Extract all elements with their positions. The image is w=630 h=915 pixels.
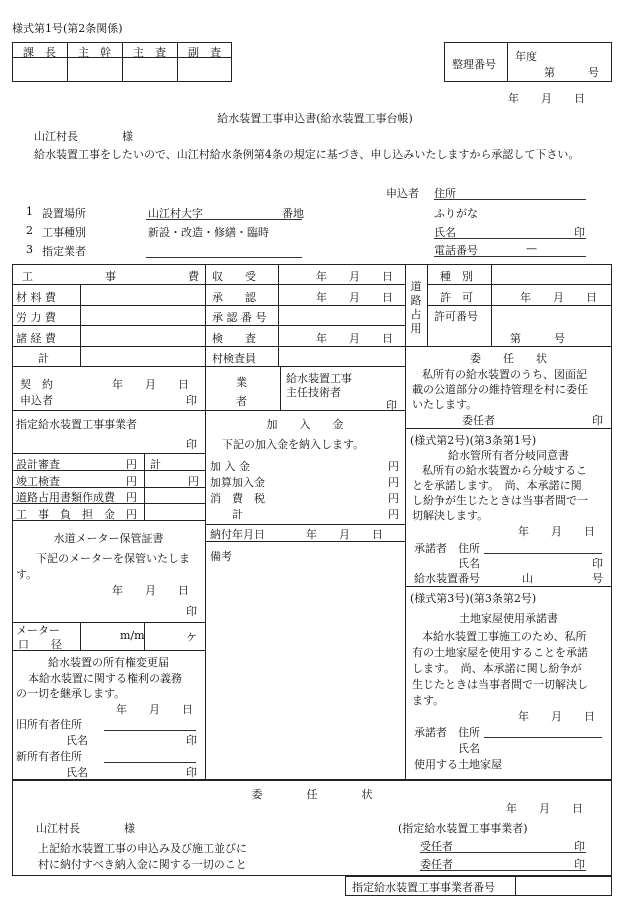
intro-text: 給水装置工事をしたいので、山江村給水条例第4条の規定に基づき、申し込みいたしますから承認して下さい。 xyxy=(34,148,580,161)
cost-header-1: 工 xyxy=(22,270,33,283)
road-vertical-label: 道路占用 xyxy=(410,280,422,335)
item-value-1: 山江村大字 xyxy=(148,207,203,220)
ininjo1-title: 委 任 状 xyxy=(470,352,547,365)
approval-col-kacho: 課 長 xyxy=(23,46,56,59)
road-dai-go: 第 号 xyxy=(510,332,565,345)
transfer-title: 給水装置の所有権変更届 xyxy=(48,656,169,669)
bunki-seal: 印 xyxy=(592,557,603,570)
applicant-phone-dash: — xyxy=(526,242,537,255)
item-label-1: 設置場所 xyxy=(42,207,86,220)
bunki-address: 住所 xyxy=(458,542,480,555)
applicant-phone-label: 電話番号 xyxy=(434,244,478,257)
ininjo2-date: 年 月 日 xyxy=(506,802,583,815)
gyosha-seal: 印 xyxy=(386,399,397,412)
receipt-shuju: 収 受 xyxy=(212,270,256,283)
fee-futan-unit: 円 xyxy=(126,508,137,521)
kanyu-kasan-unit: 円 xyxy=(388,476,399,489)
bunki-go: 号 xyxy=(592,572,603,585)
bunki-body-2: とを承諾します。 尚、本承諾に関 xyxy=(412,479,582,492)
item-no-2: 2 xyxy=(26,224,33,237)
transfer-old-seal: 印 xyxy=(186,734,197,747)
bunki-yama: 山 xyxy=(522,572,533,585)
ininjo1-body-2: 載の公道部分の維持管理を村に委任 xyxy=(412,383,588,396)
fee-doro-unit: 円 xyxy=(126,491,137,504)
item-value-2: 新設・改造・修繕・臨時 xyxy=(148,226,269,239)
cost-header-2: 事 xyxy=(105,270,116,283)
fee-sekkei-unit: 円 xyxy=(126,458,137,471)
tochi-place: 使用する土地家屋 xyxy=(414,758,502,771)
receipt-kensa: 検 査 xyxy=(212,332,256,345)
ininjo1-body-3: いたします。 xyxy=(412,398,478,411)
contract-seal: 印 xyxy=(186,394,197,407)
ininjo1-signer: 委任者 xyxy=(462,414,495,427)
gyosha-line1: 給水装置工事 xyxy=(286,372,352,385)
transfer-old-name: 氏名 xyxy=(66,734,88,747)
item-suffix-1: 番地 xyxy=(282,207,304,220)
applicant-name-label: 氏名 xyxy=(434,226,456,239)
transfer-new-label: 新所有者住所 xyxy=(16,750,82,763)
approval-col-shusa: 主 査 xyxy=(133,46,166,59)
contract-label: 契 約 xyxy=(20,378,53,391)
tochi-title: 土地家屋使用承諾書 xyxy=(459,612,558,625)
transfer-new-seal: 印 xyxy=(186,766,197,779)
tochi-body-1: 本給水装置工事施工のため、私所 xyxy=(422,630,587,643)
ininjo2-company: (指定給水装置工事事業者) xyxy=(398,822,528,835)
meter-unit-mm: m/m xyxy=(120,629,145,642)
transfer-date: 年 月 日 xyxy=(116,703,193,716)
ininjo2-addressee: 山江村長 様 xyxy=(36,822,135,835)
fee-doro: 道路占用書類作成費 xyxy=(16,491,115,504)
bunki-title: 給水管所有者分岐同意書 xyxy=(448,449,569,462)
applicant-address-label: 住所 xyxy=(434,187,456,200)
fee-shunko: 竣工検査 xyxy=(16,475,60,488)
kanyu-kanyukin-unit: 円 xyxy=(388,460,399,473)
road-kyoka: 許 可 xyxy=(440,291,473,304)
cost-row-roryoku: 労 力 費 xyxy=(16,311,56,324)
approval-col-fukusa: 副 査 xyxy=(188,46,221,59)
gyosha-v2: 者 xyxy=(236,395,247,408)
bunki-shodaku: 承諾者 xyxy=(414,542,447,555)
item-no-3: 3 xyxy=(26,243,33,256)
footer-label: 指定給水装置工事事業者番号 xyxy=(352,881,495,894)
fee-sekkei: 設計審査 xyxy=(16,458,60,471)
tochi-address: 住所 xyxy=(458,726,480,739)
bunki-form-line: (様式第2号)(第3条第1号) xyxy=(410,434,537,447)
seiri-label: 整理番号 xyxy=(452,58,496,71)
nofu-label: 納付年月日 xyxy=(210,528,265,541)
ininjo2-body-1: 上記給水装置工事の申込み及び施工並びに xyxy=(38,842,247,855)
kanyu-kei-unit: 円 xyxy=(388,508,399,521)
receipt-kensa-date-value: 年 月 日 xyxy=(316,332,393,345)
header-date: 年 月 日 xyxy=(508,92,585,105)
receipt-shuju-date: 年 月 日 xyxy=(316,270,393,283)
bunki-name: 氏名 xyxy=(458,557,480,570)
form-number: 様式第1号(第2条関係) xyxy=(12,22,123,35)
cost-row-shokeihi: 諸 経 費 xyxy=(16,332,56,345)
road-kyoka-no: 許可番号 xyxy=(434,310,478,323)
nofu-date: 年 月 日 xyxy=(306,528,383,541)
receipt-shonin-no: 承 認 番 号 xyxy=(212,311,267,324)
kanyu-title: 加 入 金 xyxy=(266,418,344,431)
bunki-body-4: 切解決します。 xyxy=(412,509,489,522)
bunki-body-1: 私所有の給水装置から分岐するこ xyxy=(422,464,587,477)
ininjo1-seal: 印 xyxy=(592,414,603,427)
applicant-label: 申込者 xyxy=(386,187,419,200)
transfer-body-1: 本給水装置に関する権利の義務 xyxy=(28,672,182,685)
kanyu-kasan: 加算加入金 xyxy=(210,476,265,489)
gyosha-v1: 業 xyxy=(236,376,247,389)
meter-label-2: 口 径 xyxy=(18,638,62,651)
kanyu-kanyukin: 加 入 金 xyxy=(210,460,250,473)
tochi-body-4: 生じたときは当事者間で一切解決し xyxy=(412,678,588,691)
gyosha-line2: 主任技術者 xyxy=(286,386,341,399)
item-no-1: 1 xyxy=(26,205,33,218)
transfer-new-name: 氏名 xyxy=(66,766,88,779)
tochi-form-line: (様式第3号)(第3条第2号) xyxy=(410,592,537,605)
meter-label-1: メーター xyxy=(16,624,60,637)
cost-row-kei: 計 xyxy=(38,352,49,365)
approval-col-shukan: 主 幹 xyxy=(78,46,111,59)
transfer-old-label: 旧所有者住所 xyxy=(16,718,82,731)
ininjo2-jusha-seal: 印 xyxy=(574,840,585,853)
nendo-label: 年度 xyxy=(515,50,537,63)
ininjo2-ininsha-seal: 印 xyxy=(574,858,585,871)
tochi-shodaku: 承諾者 xyxy=(414,726,447,739)
tochi-name: 氏名 xyxy=(458,742,480,755)
ininjo2-body-2: 村に納付すべき納入金に関する一切のこと xyxy=(38,858,247,871)
fee-futan: 工 事 負 担 金 xyxy=(16,508,115,521)
contract-date: 年 月 日 xyxy=(112,378,189,391)
meter-title: 水道メーター保管証書 xyxy=(53,532,164,545)
tochi-date: 年 月 日 xyxy=(518,710,595,723)
contract-applicant: 申込者 xyxy=(20,394,53,407)
cost-row-zairyo: 材 料 費 xyxy=(16,291,56,304)
receipt-shonin: 承 認 xyxy=(212,291,256,304)
addressee: 山江村長 様 xyxy=(34,130,133,143)
applicant-seal: 印 xyxy=(574,226,585,239)
ininjo1-body-1: 私所有の給水装置のうち、図面記 xyxy=(422,368,587,381)
applicant-furigana-label: ふりがな xyxy=(434,207,478,220)
meter-unit-ke: ケ xyxy=(186,631,197,644)
ininjo2-ininsha: 委任者 xyxy=(420,858,453,871)
kanyu-tax-unit: 円 xyxy=(388,492,399,505)
designated-label: 指定給水装置工事事業者 xyxy=(16,418,137,431)
road-shubetsu: 種 別 xyxy=(440,270,473,283)
meter-body-2: す。 xyxy=(16,568,38,581)
bunki-body-3: し紛争が生じたときは当事者間で一 xyxy=(412,494,588,507)
fee-shunko-unit: 円 xyxy=(126,475,137,488)
designated-seal: 印 xyxy=(186,438,197,451)
item-label-3: 指定業者 xyxy=(42,245,86,258)
seiri-dai-go: 第 号 xyxy=(544,66,599,79)
bunki-kyusui-no: 給水装置番号 xyxy=(414,572,480,585)
tochi-body-2: 有の土地家屋を使用することを承諾 xyxy=(412,646,588,659)
tochi-body-3: します。 尚、本承諾に関し紛争が xyxy=(412,662,582,675)
transfer-body-2: の一切を継承します。 xyxy=(16,687,126,700)
fee-kei-unit: 円 xyxy=(188,475,199,488)
cost-header-3: 費 xyxy=(188,270,199,283)
meter-seal: 印 xyxy=(186,605,197,618)
receipt-shonin-date: 年 月 日 xyxy=(316,291,393,304)
ininjo2-title: 委 任 状 xyxy=(251,788,373,801)
meter-body-1: 下記のメーターを保管いたしま xyxy=(36,552,190,565)
kanyu-sub: 下記の加入金を納入します。 xyxy=(222,438,365,451)
bunki-date: 年 月 日 xyxy=(518,525,595,538)
item-label-2: 工事種別 xyxy=(42,226,86,239)
biko-label: 備考 xyxy=(210,550,232,563)
meter-date: 年 月 日 xyxy=(112,584,189,597)
receipt-inspector: 村検査員 xyxy=(212,352,256,365)
tochi-body-5: ます。 xyxy=(412,694,445,707)
ininjo2-jusha: 受任者 xyxy=(420,840,453,853)
kanyu-kei: 計 xyxy=(232,508,243,521)
kanyu-tax: 消 費 税 xyxy=(210,492,265,505)
fee-kei-label: 計 xyxy=(150,458,161,471)
road-kyoka-date: 年 月 日 xyxy=(520,291,597,304)
page-title: 給水装置工事申込書(給水装置工事台帳) xyxy=(217,112,413,125)
